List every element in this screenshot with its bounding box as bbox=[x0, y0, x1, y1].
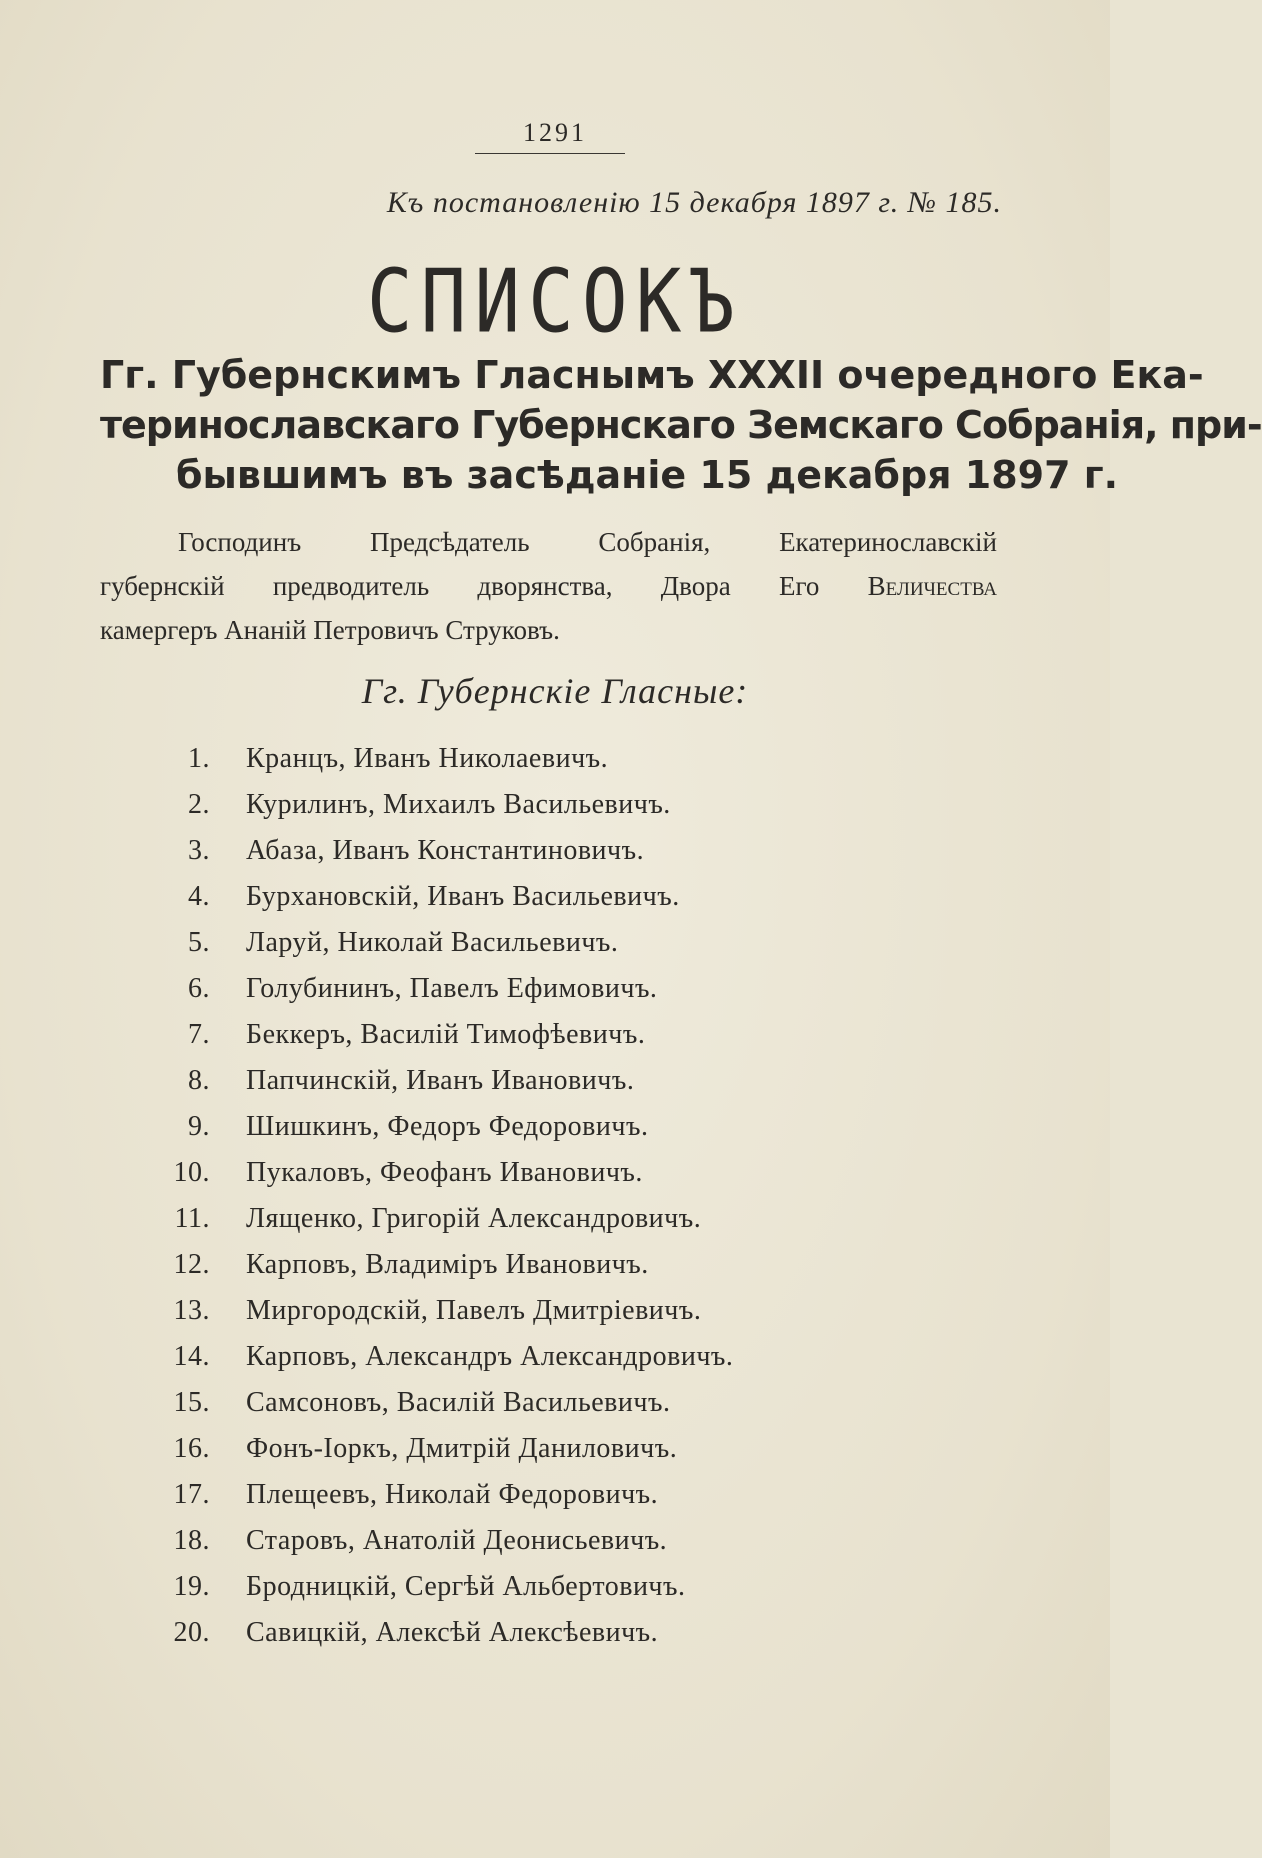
heading-line-1: Гг. Губернскимъ Гласнымъ XXXII очередного Ека- bbox=[100, 353, 1204, 397]
member-name: Миргородскій, Павелъ Дмитріевичъ. bbox=[246, 1295, 702, 1326]
list-item bbox=[150, 1014, 733, 1060]
member-name: Голубининъ, Павелъ Ефимовичъ. bbox=[246, 973, 658, 1004]
member-number: 17. bbox=[173, 1479, 210, 1510]
member-number: 1. bbox=[188, 743, 210, 774]
list-item bbox=[150, 784, 733, 830]
member-name: Карповъ, Александръ Александровичъ. bbox=[246, 1341, 734, 1372]
list-item bbox=[150, 1060, 733, 1106]
member-number: 11. bbox=[174, 1203, 210, 1234]
list-item bbox=[150, 1428, 733, 1474]
member-name: Шишкинъ, Федоръ Федоровичъ. bbox=[246, 1111, 649, 1142]
list-item bbox=[150, 1152, 733, 1198]
heading-line-3: бывшимъ въ засѣданіе 15 декабря 1897 г. bbox=[176, 453, 1119, 497]
chairman-paragraph bbox=[100, 520, 997, 652]
member-name: Фонъ-Іоркъ, Дмитрій Даниловичъ. bbox=[246, 1433, 678, 1464]
chairman-line-1: Господинъ Предсѣдатель Собранія, Екатеринославскій bbox=[178, 527, 997, 557]
document-heading bbox=[100, 350, 1262, 500]
chairman-line-2-caps: Величества bbox=[867, 571, 998, 601]
member-name: Пукаловъ, Феофанъ Ивановичъ. bbox=[246, 1157, 643, 1188]
list-item bbox=[150, 1382, 733, 1428]
member-number: 14. bbox=[173, 1341, 210, 1372]
list-item bbox=[150, 876, 733, 922]
member-number: 4. bbox=[188, 881, 210, 912]
member-number: 6. bbox=[188, 973, 210, 1004]
member-number: 15. bbox=[173, 1387, 210, 1418]
member-number: 2. bbox=[188, 789, 210, 820]
list-item bbox=[150, 1566, 733, 1612]
member-number: 20. bbox=[173, 1617, 210, 1648]
member-number: 12. bbox=[173, 1249, 210, 1280]
page-number-rule bbox=[475, 153, 625, 154]
member-number: 13. bbox=[173, 1295, 210, 1326]
member-name: Лященко, Григорій Александровичъ. bbox=[246, 1203, 702, 1234]
members-subheading: Гг. Губернскіе Гласные: bbox=[361, 671, 749, 711]
document-title: СПИСОКЪ bbox=[366, 250, 744, 353]
member-number: 9. bbox=[188, 1111, 210, 1142]
page-number: 1291 bbox=[523, 118, 587, 147]
member-name: Савицкій, Алексѣй Алексѣевичъ. bbox=[246, 1617, 659, 1648]
member-name: Беккеръ, Василій Тимофѣевичъ. bbox=[246, 1019, 646, 1050]
member-name: Кранцъ, Иванъ Николаевичъ. bbox=[246, 743, 609, 774]
list-item bbox=[150, 1474, 733, 1520]
chairman-line-2 bbox=[100, 564, 997, 608]
member-number: 7. bbox=[188, 1019, 210, 1050]
list-item bbox=[150, 922, 733, 968]
list-item bbox=[150, 1290, 733, 1336]
chairman-line-2-text: губернскій предводитель дворянства, Двора Его bbox=[100, 571, 820, 601]
member-name: Плещеевъ, Николай Федоровичъ. bbox=[246, 1479, 659, 1510]
list-item bbox=[150, 1106, 733, 1152]
list-item bbox=[150, 1336, 733, 1382]
member-number: 18. bbox=[173, 1525, 210, 1556]
member-name: Бурхановскій, Иванъ Васильевичъ. bbox=[246, 881, 680, 912]
member-name: Бродницкій, Сергѣй Альбертовичъ. bbox=[246, 1571, 686, 1602]
member-name: Карповъ, Владиміръ Ивановичъ. bbox=[246, 1249, 649, 1280]
member-number: 3. bbox=[188, 835, 210, 866]
member-name: Абаза, Иванъ Константиновичъ. bbox=[246, 835, 645, 866]
list-item bbox=[150, 968, 733, 1014]
member-number: 8. bbox=[188, 1065, 210, 1096]
list-item bbox=[150, 1244, 733, 1290]
list-item bbox=[150, 830, 733, 876]
list-item bbox=[150, 1198, 733, 1244]
member-name: Курилинъ, Михаилъ Васильевичъ. bbox=[246, 789, 671, 820]
member-number: 19. bbox=[173, 1571, 210, 1602]
list-item bbox=[150, 738, 733, 784]
heading-line-2: теринославскаго Губернскаго Земскаго Собранія, при- bbox=[100, 403, 1262, 447]
member-number: 16. bbox=[173, 1433, 210, 1464]
member-name: Самсоновъ, Василій Васильевичъ. bbox=[246, 1387, 671, 1418]
member-number: 10. bbox=[173, 1157, 210, 1188]
member-number: 5. bbox=[188, 927, 210, 958]
resolution-reference: Къ постановленію 15 декабря 1897 г. № 185. bbox=[386, 186, 1002, 219]
member-name: Ларуй, Николай Васильевичъ. bbox=[246, 927, 619, 958]
member-name: Старовъ, Анатолій Деонисьевичъ. bbox=[246, 1525, 668, 1556]
member-name: Папчинскій, Иванъ Ивановичъ. bbox=[246, 1065, 635, 1096]
list-item bbox=[150, 1520, 733, 1566]
members-list bbox=[150, 738, 733, 1658]
chairman-line-3: камергеръ Ананій Петровичъ Струковъ. bbox=[100, 615, 560, 645]
list-item bbox=[150, 1612, 733, 1658]
